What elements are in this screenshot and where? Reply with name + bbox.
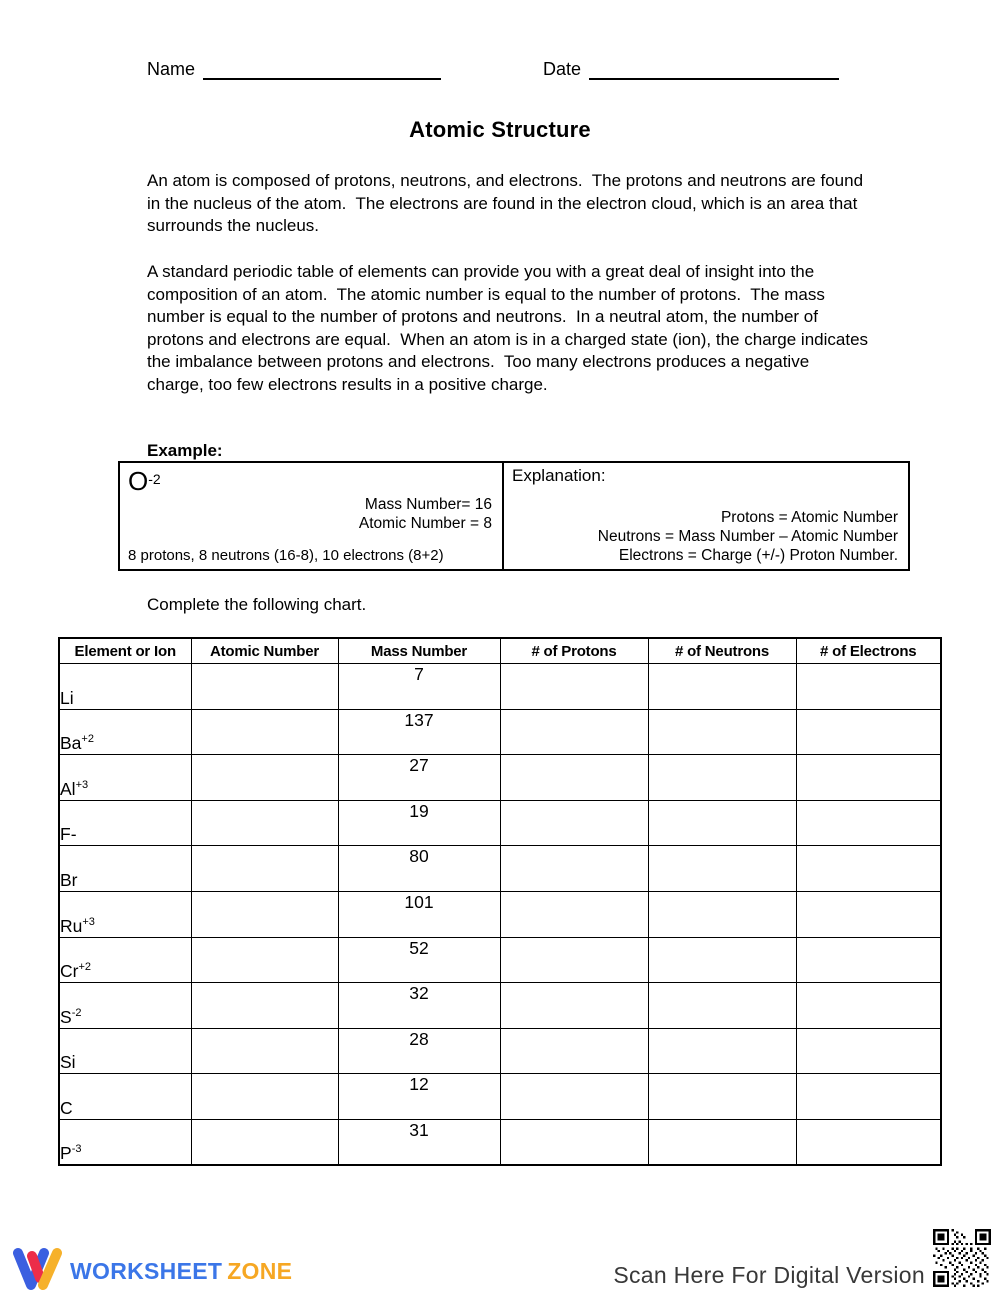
answer-cell-electrons[interactable]	[796, 800, 941, 846]
answer-cell-electrons[interactable]	[796, 709, 941, 755]
table-row	[59, 1028, 941, 1074]
date-label: Date	[543, 59, 582, 79]
element-symbol-cell: $Ba^{+2}$	[59, 709, 191, 755]
element-symbol-cell: $S^{-2}$	[59, 983, 191, 1029]
mass-number-value: 32	[338, 983, 500, 1029]
spacer	[128, 533, 494, 547]
table-row	[59, 800, 941, 846]
chart-instruction: Complete the following chart.	[147, 595, 367, 614]
qr-code-icon	[933, 1229, 991, 1287]
explanation-line-electrons: Electrons = Charge (+/-) Proton Number.	[618, 547, 898, 564]
answer-cell-neutrons[interactable]	[648, 846, 796, 892]
mass-number-value: 7	[338, 664, 500, 710]
answer-cell-protons[interactable]	[500, 937, 648, 983]
answer-cell-atomic-number[interactable]	[191, 937, 338, 983]
logo-wordmark	[70, 1258, 292, 1285]
element-symbol-cell: Si	[59, 1028, 191, 1074]
worksheetzone-logo	[12, 1246, 292, 1294]
table-row	[59, 664, 941, 710]
table-row	[59, 937, 941, 983]
logo-w-icon	[12, 1246, 64, 1294]
answer-cell-neutrons[interactable]	[648, 709, 796, 755]
answer-cell-atomic-number[interactable]	[191, 755, 338, 801]
answer-cell-electrons[interactable]	[796, 1028, 941, 1074]
explanation-line-neutrons: Neutrons = Mass Number – Atomic Number	[597, 528, 898, 545]
intro-paragraph: An atom is composed of protons, neutrons, and electrons. The protons and neutrons are found in the nucleus of the atom. The electrons are found in the electron cloud, which is an area that surrounds the nucleus.	[147, 171, 868, 236]
ion-charge-superscript: +3	[75, 778, 89, 791]
example-ion-symbol: $O^{-2}$	[128, 466, 161, 496]
answer-cell-atomic-number[interactable]	[191, 846, 338, 892]
column-header-electrons: # of Electrons	[796, 638, 941, 664]
answer-cell-protons[interactable]	[500, 755, 648, 801]
mass-number-value: 27	[338, 755, 500, 801]
answer-cell-atomic-number[interactable]	[191, 1028, 338, 1074]
answer-cell-electrons[interactable]	[796, 1074, 941, 1120]
ion-charge-superscript: -2	[148, 471, 161, 487]
mass-number-value: 19	[338, 800, 500, 846]
table-row	[59, 1119, 941, 1165]
explanation-line-protons: Protons = Atomic Number	[720, 509, 898, 526]
answer-cell-protons[interactable]	[500, 891, 648, 937]
answer-cell-atomic-number[interactable]	[191, 664, 338, 710]
logo-text-worksheet: WORKSHEET	[70, 1258, 223, 1284]
table-row	[59, 983, 941, 1029]
logo-text-zone: ZONE	[227, 1258, 293, 1284]
answer-cell-neutrons[interactable]	[648, 937, 796, 983]
answer-cell-protons[interactable]	[500, 1074, 648, 1120]
scan-here-text: Scan Here For Digital Version	[613, 1262, 925, 1288]
answer-cell-atomic-number[interactable]	[191, 1119, 338, 1165]
answer-cell-protons[interactable]	[500, 1028, 648, 1074]
mass-number-value: 101	[338, 891, 500, 937]
mass-number-line: Mass Number= 16	[364, 496, 492, 513]
ion-charge-superscript: -2	[71, 1006, 82, 1019]
answer-cell-protons[interactable]	[500, 800, 648, 846]
element-symbol-cell: Li	[59, 664, 191, 710]
answer-cell-atomic-number[interactable]	[191, 1074, 338, 1120]
example-summary-line: 8 protons, 8 neutrons (16-8), 10 electrons (8+2)	[128, 547, 444, 564]
answer-cell-electrons[interactable]	[796, 846, 941, 892]
answer-cell-neutrons[interactable]	[648, 664, 796, 710]
answer-cell-atomic-number[interactable]	[191, 800, 338, 846]
ion-charge-superscript: -3	[71, 1143, 82, 1156]
name-blank-line[interactable]	[203, 58, 441, 80]
column-header-mass-number: Mass Number	[338, 638, 500, 664]
answer-cell-protons[interactable]	[500, 983, 648, 1029]
column-header-neutrons: # of Neutrons	[648, 638, 796, 664]
answer-cell-neutrons[interactable]	[648, 1119, 796, 1165]
mass-number-value: 80	[338, 846, 500, 892]
answer-cell-atomic-number[interactable]	[191, 983, 338, 1029]
answer-cell-electrons[interactable]	[796, 664, 941, 710]
element-symbol-cell: $P^{-3}$	[59, 1119, 191, 1165]
table-row	[59, 891, 941, 937]
answer-cell-electrons[interactable]	[796, 1119, 941, 1165]
element-symbol-cell: Br	[59, 846, 191, 892]
element-symbol-cell: C	[59, 1074, 191, 1120]
table-row	[59, 755, 941, 801]
answer-cell-neutrons[interactable]	[648, 1028, 796, 1074]
example-box	[118, 461, 910, 571]
atomic-number-line: Atomic Number = 8	[358, 515, 492, 532]
chart-table-rows	[59, 664, 941, 1166]
column-header-protons: # of Protons	[500, 638, 648, 664]
mass-number-value: 137	[338, 709, 500, 755]
mass-number-value: 12	[338, 1074, 500, 1120]
table-row	[59, 846, 941, 892]
answer-cell-protons[interactable]	[500, 1119, 648, 1165]
mass-number-value: 52	[338, 937, 500, 983]
date-field-group	[543, 58, 839, 80]
column-header-element-or-ion: Element or Ion	[59, 638, 191, 664]
ion-charge-superscript: +3	[82, 915, 95, 928]
answer-cell-protons[interactable]	[500, 846, 648, 892]
column-header-atomic-number: Atomic Number	[191, 638, 338, 664]
table-header-row	[59, 638, 941, 664]
answer-cell-atomic-number[interactable]	[191, 891, 338, 937]
answer-cell-neutrons[interactable]	[648, 891, 796, 937]
answer-cell-protons[interactable]	[500, 709, 648, 755]
answer-cell-electrons[interactable]	[796, 755, 941, 801]
answer-cell-neutrons[interactable]	[648, 800, 796, 846]
answer-cell-electrons[interactable]	[796, 983, 941, 1029]
answer-cell-electrons[interactable]	[796, 937, 941, 983]
element-symbol-cell: $Ru^{+3}$	[59, 891, 191, 937]
answer-cell-neutrons[interactable]	[648, 755, 796, 801]
ion-charge-superscript: +2	[81, 733, 94, 746]
mass-number-value: 31	[338, 1119, 500, 1165]
name-label: Name	[147, 59, 196, 79]
explanation-lines	[512, 508, 900, 565]
chart-table	[58, 637, 942, 1166]
ion-charge-superscript: +2	[78, 961, 92, 974]
table-row	[59, 709, 941, 755]
element-symbol-cell: $Al^{+3}$	[59, 755, 191, 801]
example-ion-cell	[120, 463, 504, 569]
periodic-table-paragraph: A standard periodic table of elements can provide you with a great deal of insight into the composition of an atom. The atomic number is equal to the number of protons. The mass number is equal to the number of protons and neutrons. In a neutral atom, the number of protons and electrons are equal. When an atom is in a charged state (ion), the charge indicates the imbalance between protons and electrons. Too many electrons produces a negative charge, too few electrons results in a positive charge.	[147, 262, 873, 394]
date-blank-line[interactable]	[589, 58, 839, 80]
explanation-heading: Explanation:	[512, 466, 606, 485]
answer-cell-atomic-number[interactable]	[191, 709, 338, 755]
answer-cell-electrons[interactable]	[796, 891, 941, 937]
page-title: Atomic Structure	[409, 117, 591, 142]
element-symbol-cell: F-	[59, 800, 191, 846]
name-field-group	[147, 58, 441, 80]
table-row	[59, 1074, 941, 1120]
element-symbol-cell: $Cr^{+2}$	[59, 937, 191, 983]
example-explanation-cell	[504, 463, 908, 569]
answer-cell-neutrons[interactable]	[648, 983, 796, 1029]
answer-cell-neutrons[interactable]	[648, 1074, 796, 1120]
answer-cell-protons[interactable]	[500, 664, 648, 710]
example-heading: Example:	[147, 441, 223, 460]
mass-number-value: 28	[338, 1028, 500, 1074]
